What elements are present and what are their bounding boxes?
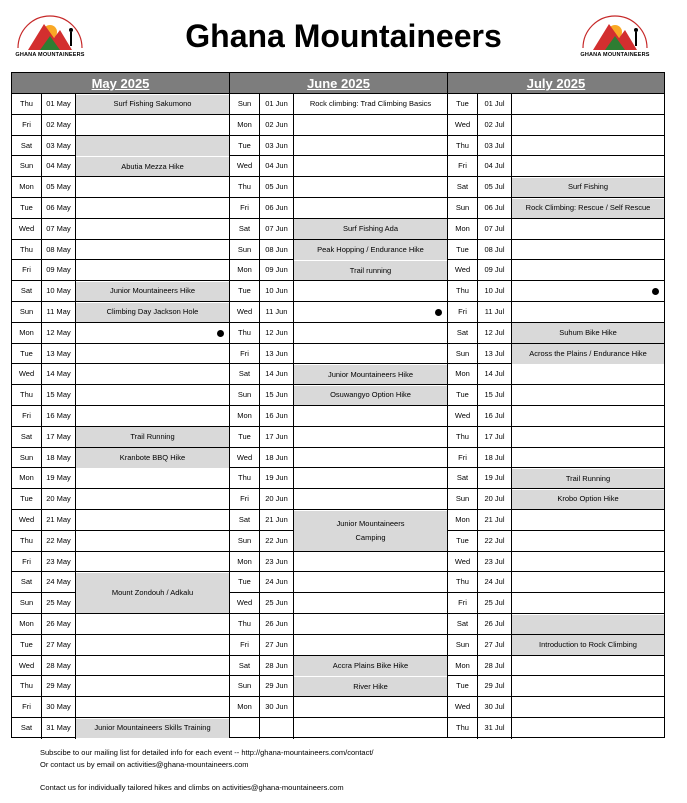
date-cell: 02 Jul: [478, 115, 512, 135]
weekday-cell: Fri: [448, 448, 478, 468]
event-cell: Climbing Day Jackson Hole: [76, 303, 229, 323]
bullet-dot-icon: [435, 309, 442, 316]
weekday-cell: Mon: [448, 656, 478, 676]
event-cell: Surf Fishing Sakumono: [76, 95, 229, 115]
weekday-cell: Wed: [230, 156, 260, 176]
event-cell: Introduction to Rock Climbing: [512, 635, 664, 655]
event-cell: Trail Running: [76, 427, 229, 447]
day-row: [448, 281, 664, 302]
day-row: [12, 260, 229, 281]
month-column: [229, 72, 448, 738]
weekday-cell: Thu: [230, 468, 260, 488]
date-cell: 20 Jul: [478, 489, 512, 509]
event-cell: Surf Fishing Ada: [294, 219, 447, 239]
weekday-cell: Tue: [230, 136, 260, 156]
day-row: [230, 614, 447, 635]
date-cell: 10 Jun: [260, 281, 294, 301]
footer-tailored: Contact us for individually tailored hikes and climbs on activities@ghana-mountaineers.com: [40, 783, 344, 792]
day-row: [12, 198, 229, 219]
date-cell: 11 Jul: [478, 302, 512, 322]
event-cell: Junior Mountaineers Hike: [294, 365, 447, 385]
date-cell: 02 Jun: [260, 115, 294, 135]
day-row: [448, 156, 664, 177]
date-cell: 14 Jun: [260, 364, 294, 384]
day-row: [230, 302, 447, 323]
weekday-cell: Mon: [448, 219, 478, 239]
weekday-cell: Mon: [12, 468, 42, 488]
event-cell: Rock Climbing: Rescue / Self Rescue: [512, 199, 664, 219]
date-cell: 01 Jul: [478, 94, 512, 114]
date-cell: 24 May: [42, 572, 76, 592]
logo-right: [575, 12, 655, 62]
date-cell: 27 Jun: [260, 635, 294, 655]
day-row: [230, 448, 447, 469]
date-cell: 01 May: [42, 94, 76, 114]
date-cell: 12 Jun: [260, 323, 294, 343]
date-cell: 19 Jun: [260, 468, 294, 488]
date-cell: 08 May: [42, 240, 76, 260]
date-cell: 04 May: [42, 156, 76, 176]
day-row: [12, 219, 229, 240]
weekday-cell: Sun: [230, 531, 260, 551]
weekday-cell: Sun: [12, 156, 42, 176]
date-cell: 15 Jun: [260, 385, 294, 405]
weekday-cell: Tue: [230, 427, 260, 447]
day-row: [448, 260, 664, 281]
day-row: [448, 364, 664, 385]
date-cell: 31 May: [42, 718, 76, 739]
weekday-cell: Thu: [230, 614, 260, 634]
day-row: [230, 136, 447, 157]
weekday-cell: Tue: [448, 531, 478, 551]
weekday-cell: Sat: [448, 468, 478, 488]
day-row: [448, 718, 664, 739]
weekday-cell: Sat: [448, 177, 478, 197]
weekday-cell: Tue: [12, 198, 42, 218]
date-cell: 17 Jun: [260, 427, 294, 447]
day-row: [448, 531, 664, 552]
event-cell: Junior Mountaineers Skills Training: [76, 719, 229, 739]
day-row: [448, 240, 664, 261]
page-title: Ghana Mountaineers: [185, 18, 502, 54]
date-cell: 15 Jul: [478, 385, 512, 405]
date-cell: 05 Jul: [478, 177, 512, 197]
date-cell: 20 Jun: [260, 489, 294, 509]
weekday-cell: Sat: [230, 510, 260, 530]
day-row: [230, 572, 447, 593]
day-row: [12, 510, 229, 531]
weekday-cell: Sun: [448, 489, 478, 509]
day-row: [448, 427, 664, 448]
weekday-cell: Sat: [448, 323, 478, 343]
date-cell: 26 Jun: [260, 614, 294, 634]
event-cell: Trail running: [294, 261, 447, 281]
weekday-cell: Wed: [230, 448, 260, 468]
date-cell: 26 May: [42, 614, 76, 634]
logo-left: [10, 12, 90, 62]
weekday-cell: Mon: [230, 260, 260, 280]
date-cell: 11 Jun: [260, 302, 294, 322]
date-cell: [260, 718, 294, 739]
weekday-cell: Thu: [12, 94, 42, 114]
date-cell: 18 May: [42, 448, 76, 468]
date-cell: 18 Jul: [478, 448, 512, 468]
date-cell: 06 Jun: [260, 198, 294, 218]
weekday-cell: Tue: [448, 385, 478, 405]
weekday-cell: Mon: [230, 697, 260, 717]
date-cell: 25 May: [42, 593, 76, 613]
day-row: [12, 635, 229, 656]
date-cell: 14 Jul: [478, 364, 512, 384]
day-row: [12, 489, 229, 510]
day-row: [12, 697, 229, 718]
day-row: [448, 406, 664, 427]
weekday-cell: Fri: [448, 593, 478, 613]
day-row: [230, 323, 447, 344]
weekday-cell: Mon: [230, 115, 260, 135]
day-row: [448, 552, 664, 573]
weekday-cell: Mon: [230, 406, 260, 426]
date-cell: 24 Jun: [260, 572, 294, 592]
weekday-cell: Fri: [230, 489, 260, 509]
date-cell: 18 Jun: [260, 448, 294, 468]
weekday-cell: Wed: [448, 115, 478, 135]
weekday-cell: Sat: [12, 718, 42, 739]
day-row: [12, 531, 229, 552]
event-cell: Kranbote BBQ Hike: [76, 448, 229, 468]
weekday-cell: Mon: [12, 614, 42, 634]
weekday-cell: Sat: [230, 656, 260, 676]
day-row: [12, 614, 229, 635]
weekday-cell: Wed: [448, 697, 478, 717]
weekday-cell: Thu: [230, 177, 260, 197]
weekday-cell: Sat: [448, 614, 478, 634]
date-cell: 07 May: [42, 219, 76, 239]
weekday-cell: Sun: [230, 385, 260, 405]
weekday-cell: Mon: [230, 552, 260, 572]
weekday-cell: Wed: [12, 364, 42, 384]
weekday-cell: Thu: [448, 572, 478, 592]
date-cell: 23 Jul: [478, 552, 512, 572]
weekday-cell: Wed: [448, 406, 478, 426]
date-cell: 15 May: [42, 385, 76, 405]
date-cell: 10 May: [42, 281, 76, 301]
date-cell: 03 May: [42, 136, 76, 156]
date-cell: 10 Jul: [478, 281, 512, 301]
weekday-cell: Thu: [230, 323, 260, 343]
day-row: [230, 427, 447, 448]
date-cell: 22 May: [42, 531, 76, 551]
weekday-cell: Thu: [12, 531, 42, 551]
weekday-cell: Tue: [230, 572, 260, 592]
day-row: [12, 676, 229, 697]
weekday-cell: Sat: [12, 572, 42, 592]
day-row: [448, 94, 664, 115]
weekday-cell: Sun: [12, 302, 42, 322]
date-cell: 23 Jun: [260, 552, 294, 572]
weekday-cell: Sun: [448, 344, 478, 364]
day-row: [448, 115, 664, 136]
date-cell: 07 Jun: [260, 219, 294, 239]
day-row: [230, 718, 447, 739]
weekday-cell: Sun: [230, 240, 260, 260]
weekday-cell: Mon: [448, 364, 478, 384]
date-cell: 11 May: [42, 302, 76, 322]
day-row: [448, 676, 664, 697]
weekday-cell: Thu: [12, 676, 42, 696]
mountain-logo-icon: [10, 12, 90, 54]
weekday-cell: Wed: [12, 219, 42, 239]
weekday-cell: Fri: [230, 198, 260, 218]
weekday-cell: Mon: [448, 510, 478, 530]
date-cell: 31 Jul: [478, 718, 512, 739]
weekday-cell: Mon: [12, 177, 42, 197]
day-row: [12, 656, 229, 677]
weekday-cell: Sun: [12, 593, 42, 613]
event-cell: Surf Fishing: [512, 178, 664, 198]
date-cell: 22 Jun: [260, 531, 294, 551]
date-cell: 21 Jul: [478, 510, 512, 530]
date-cell: 19 Jul: [478, 468, 512, 488]
weekday-cell: Tue: [12, 635, 42, 655]
date-cell: 21 Jun: [260, 510, 294, 530]
day-row: [230, 635, 447, 656]
date-cell: 14 May: [42, 364, 76, 384]
month-header: July 2025: [448, 73, 664, 94]
weekday-cell: Sat: [12, 427, 42, 447]
weekday-cell: Sun: [448, 198, 478, 218]
event-cell: Rock climbing: Trad Climbing Basics: [309, 99, 432, 109]
day-row: [448, 697, 664, 718]
date-cell: 12 Jul: [478, 323, 512, 343]
date-cell: 13 May: [42, 344, 76, 364]
event-cell: Suhum Bike Hike: [512, 323, 664, 343]
date-cell: 06 Jul: [478, 198, 512, 218]
weekday-cell: Sun: [230, 94, 260, 114]
date-cell: 22 Jul: [478, 531, 512, 551]
date-cell: 02 May: [42, 115, 76, 135]
bullet-dot-icon: [217, 330, 224, 337]
day-row: [448, 385, 664, 406]
weekday-cell: Fri: [12, 697, 42, 717]
event-cell: Junior Mountaineers Hike: [76, 282, 229, 302]
day-row: [230, 115, 447, 136]
weekday-cell: Sat: [230, 219, 260, 239]
weekday-cell: Fri: [448, 156, 478, 176]
date-cell: 05 May: [42, 177, 76, 197]
weekday-cell: Fri: [12, 552, 42, 572]
weekday-cell: Thu: [448, 136, 478, 156]
weekday-cell: Fri: [230, 344, 260, 364]
date-cell: 29 May: [42, 676, 76, 696]
day-row: [12, 406, 229, 427]
date-cell: 12 May: [42, 323, 76, 343]
day-row: [12, 344, 229, 365]
weekday-cell: Sat: [12, 136, 42, 156]
date-cell: 16 Jul: [478, 406, 512, 426]
date-cell: 26 Jul: [478, 614, 512, 634]
weekday-cell: Fri: [12, 115, 42, 135]
weekday-cell: [230, 718, 260, 739]
day-row: [448, 510, 664, 531]
weekday-cell: Tue: [448, 676, 478, 696]
weekday-cell: Tue: [448, 94, 478, 114]
footer-subscribe: Subscibe to our mailing list for detailed info for each event -- http://ghana-mountaineers.com/contact/: [40, 748, 374, 757]
day-row: [230, 468, 447, 489]
month-header: June 2025: [230, 73, 447, 94]
date-cell: 07 Jul: [478, 219, 512, 239]
day-row: [12, 177, 229, 198]
weekday-cell: Sun: [12, 448, 42, 468]
date-cell: 30 May: [42, 697, 76, 717]
date-cell: 16 Jun: [260, 406, 294, 426]
weekday-cell: Thu: [12, 240, 42, 260]
date-cell: 29 Jun: [260, 676, 294, 696]
weekday-cell: Thu: [448, 427, 478, 447]
date-cell: 04 Jun: [260, 156, 294, 176]
day-row: [230, 198, 447, 219]
date-cell: 09 May: [42, 260, 76, 280]
event-cell: [512, 615, 664, 635]
day-row: [12, 115, 229, 136]
day-row: [448, 219, 664, 240]
day-row: [448, 593, 664, 614]
date-cell: 06 May: [42, 198, 76, 218]
weekday-cell: Tue: [12, 344, 42, 364]
event-cell: Across the Plains / Endurance Hike: [512, 344, 664, 364]
date-cell: 13 Jun: [260, 344, 294, 364]
date-cell: 16 May: [42, 406, 76, 426]
event-cell: River Hike: [294, 677, 447, 697]
day-row: [448, 302, 664, 323]
event-cell: Krobo Option Hike: [512, 490, 664, 510]
day-row: [230, 156, 447, 177]
date-cell: 25 Jul: [478, 593, 512, 613]
weekday-cell: Thu: [12, 385, 42, 405]
date-cell: 08 Jul: [478, 240, 512, 260]
weekday-cell: Tue: [230, 281, 260, 301]
day-row: [12, 240, 229, 261]
weekday-cell: Fri: [12, 260, 42, 280]
weekday-cell: Thu: [448, 718, 478, 739]
day-row: [230, 489, 447, 510]
mountain-logo-icon: [575, 12, 655, 54]
date-cell: 29 Jul: [478, 676, 512, 696]
day-row: [448, 448, 664, 469]
day-row: [12, 364, 229, 385]
date-cell: 23 May: [42, 552, 76, 572]
date-cell: 27 May: [42, 635, 76, 655]
weekday-cell: Wed: [448, 552, 478, 572]
event-cell: Mount Zondouh / Adkalu: [76, 573, 229, 613]
footer-contact: Or contact us by email on activities@ghana-mountaineers.com: [40, 760, 249, 769]
weekday-cell: Sun: [230, 676, 260, 696]
weekday-cell: Fri: [230, 635, 260, 655]
date-cell: 13 Jul: [478, 344, 512, 364]
day-row: [12, 468, 229, 489]
event-cell: Junior Mountaineers Camping: [294, 511, 447, 551]
event-cell: [76, 136, 229, 156]
date-cell: 28 Jul: [478, 656, 512, 676]
logo-text: GHANA MOUNTAINEERS: [15, 52, 85, 58]
event-cell: Osuwangyo Option Hike: [294, 386, 447, 406]
date-cell: 30 Jul: [478, 697, 512, 717]
month-column: [11, 72, 230, 738]
weekday-cell: Sat: [230, 364, 260, 384]
day-row: [448, 572, 664, 593]
date-cell: 08 Jun: [260, 240, 294, 260]
weekday-cell: Fri: [448, 302, 478, 322]
day-row: [230, 177, 447, 198]
day-row: [12, 323, 229, 344]
date-cell: 05 Jun: [260, 177, 294, 197]
weekday-cell: Tue: [12, 489, 42, 509]
date-cell: 21 May: [42, 510, 76, 530]
date-cell: 30 Jun: [260, 697, 294, 717]
date-cell: 01 Jun: [260, 94, 294, 114]
date-cell: 20 May: [42, 489, 76, 509]
date-cell: 25 Jun: [260, 593, 294, 613]
weekday-cell: Wed: [230, 593, 260, 613]
event-cell: Accra Plains Bike Hike: [294, 656, 447, 676]
date-cell: 03 Jun: [260, 136, 294, 156]
weekday-cell: Thu: [448, 281, 478, 301]
weekday-cell: Wed: [448, 260, 478, 280]
day-row: [230, 344, 447, 365]
day-row: [230, 406, 447, 427]
date-cell: 27 Jul: [478, 635, 512, 655]
weekday-cell: Fri: [12, 406, 42, 426]
date-cell: 03 Jul: [478, 136, 512, 156]
date-cell: 28 May: [42, 656, 76, 676]
weekday-cell: Wed: [12, 510, 42, 530]
day-row: [230, 697, 447, 718]
logo-text: GHANA MOUNTAINEERS: [580, 52, 650, 58]
weekday-cell: Sun: [448, 635, 478, 655]
day-row: [12, 385, 229, 406]
weekday-cell: Tue: [448, 240, 478, 260]
event-cell: Trail Running: [512, 469, 664, 489]
date-cell: 24 Jul: [478, 572, 512, 592]
month-column: [447, 72, 665, 738]
event-cell: Peak Hopping / Endurance Hike: [294, 240, 447, 260]
day-row: [230, 593, 447, 614]
day-row: [230, 281, 447, 302]
date-cell: 17 Jul: [478, 427, 512, 447]
day-row: [448, 136, 664, 157]
weekday-cell: Mon: [12, 323, 42, 343]
calendar-grid: [11, 72, 665, 738]
day-row: [12, 552, 229, 573]
month-header: May 2025: [12, 73, 229, 94]
event-cell: Abutia Mezza Hike: [76, 157, 229, 177]
weekday-cell: Wed: [230, 302, 260, 322]
date-cell: 17 May: [42, 427, 76, 447]
weekday-cell: Wed: [12, 656, 42, 676]
date-cell: 28 Jun: [260, 656, 294, 676]
day-row: [230, 552, 447, 573]
date-cell: 09 Jul: [478, 260, 512, 280]
weekday-cell: Sat: [12, 281, 42, 301]
date-cell: 09 Jun: [260, 260, 294, 280]
date-cell: 19 May: [42, 468, 76, 488]
date-cell: 04 Jul: [478, 156, 512, 176]
day-row: [448, 656, 664, 677]
